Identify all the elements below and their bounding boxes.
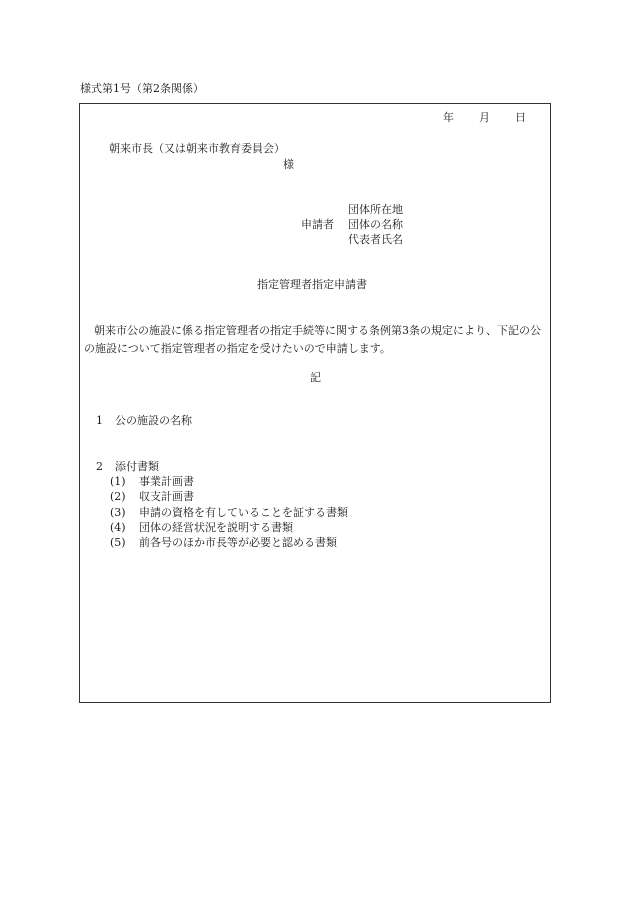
item2-number: 2 (96, 460, 103, 473)
attachment-label: 申請の資格を有していることを証する書類 (139, 506, 348, 519)
item1-number: 1 (96, 414, 103, 427)
date-day: 日 (515, 111, 526, 124)
attachment-label: 団体の経営状況を説明する書類 (139, 521, 293, 534)
item2-label: 添付書類 (115, 460, 159, 473)
applicant-label: 申請者 (301, 218, 334, 231)
body-paragraph (84, 322, 548, 358)
attachment-label: 事業計画書 (139, 475, 194, 488)
document-title: 指定管理者指定申請書 (257, 278, 367, 291)
applicant-field-location: 団体所在地 (348, 203, 403, 216)
attachment-label: 収支計画書 (139, 490, 194, 503)
ki-heading: 記 (310, 371, 321, 384)
date-month: 月 (479, 111, 490, 124)
attachment-number: (4) (110, 521, 126, 534)
date-year: 年 (443, 111, 454, 124)
form-frame (79, 103, 551, 703)
addressee: 朝来市長（又は朝来市教育委員会） (109, 142, 285, 155)
applicant-field-representative: 代表者氏名 (348, 233, 403, 246)
attachment-label: 前各号のほか市長等が必要と認める書類 (139, 536, 337, 549)
addressee-honorific: 様 (283, 158, 294, 171)
attachment-number: (3) (110, 506, 126, 519)
applicant-field-name: 団体の名称 (348, 218, 403, 231)
attachment-number: (1) (110, 475, 126, 488)
form-number: 様式第1号（第2条関係） (80, 82, 204, 95)
attachment-number: (5) (110, 536, 126, 549)
date-line (443, 111, 526, 125)
body-text: 朝来市公の施設に係る指定管理者の指定手続等に関する条例第3条の規定により、下記の公の施設について指定管理者の指定を受けたいので申請します。 (84, 324, 541, 355)
item1-label: 公の施設の名称 (115, 414, 192, 427)
attachment-number: (2) (110, 490, 126, 503)
